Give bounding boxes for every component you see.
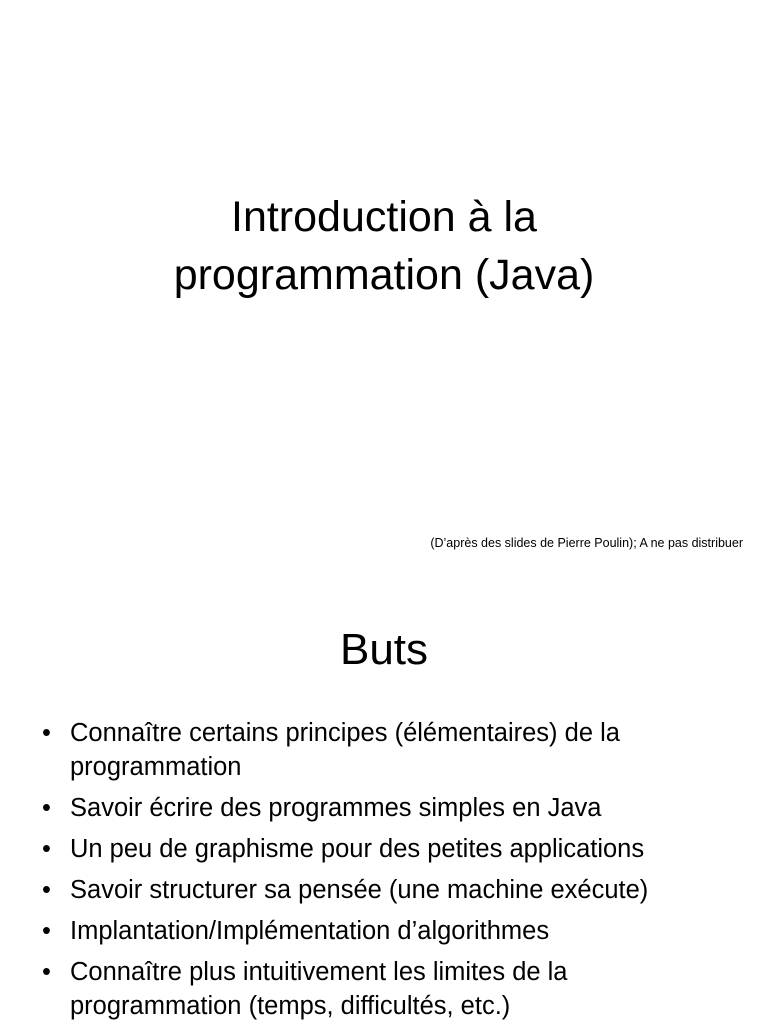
list-item-text: Implantation/Implémentation d’algorithmes — [70, 917, 550, 945]
list-item — [0, 955, 768, 1023]
slide-title-line-1: Introduction à la — [231, 193, 537, 241]
credit-note: (D’après des slides de Pierre Poulin); A ne pas distribuer — [430, 536, 743, 550]
bullet-dot-icon: • — [42, 794, 51, 822]
list-item-text: Connaître certains principes (élémentaires) de la — [70, 719, 620, 747]
goals-title: Buts — [339, 625, 429, 674]
list-item — [0, 832, 768, 866]
list-item-text: Savoir écrire des programmes simples en Java — [70, 794, 602, 822]
bullet-dot-icon: • — [42, 876, 51, 904]
list-item — [0, 716, 768, 784]
slide-title-line-2: programmation (Java) — [173, 251, 595, 299]
list-item-text: Un peu de graphisme pour des petites applications — [70, 835, 645, 863]
list-item-text-continued: programmation — [70, 753, 242, 781]
list-item-text: Connaître plus intuitivement les limites de la — [70, 958, 568, 986]
goals-slide — [0, 576, 768, 1024]
list-item — [0, 914, 768, 948]
bullet-dot-icon: • — [42, 719, 51, 747]
bullet-dot-icon: • — [42, 835, 51, 863]
goals-list — [0, 716, 768, 1030]
bullet-dot-icon: • — [42, 917, 51, 945]
list-item-text-continued: programmation (temps, difficultés, etc.) — [70, 992, 511, 1020]
list-item — [0, 791, 768, 825]
list-item — [0, 873, 768, 907]
bullet-dot-icon: • — [42, 958, 51, 986]
slide-title — [0, 188, 768, 304]
list-item-text: Savoir structurer sa pensée (une machine exécute) — [70, 876, 649, 904]
